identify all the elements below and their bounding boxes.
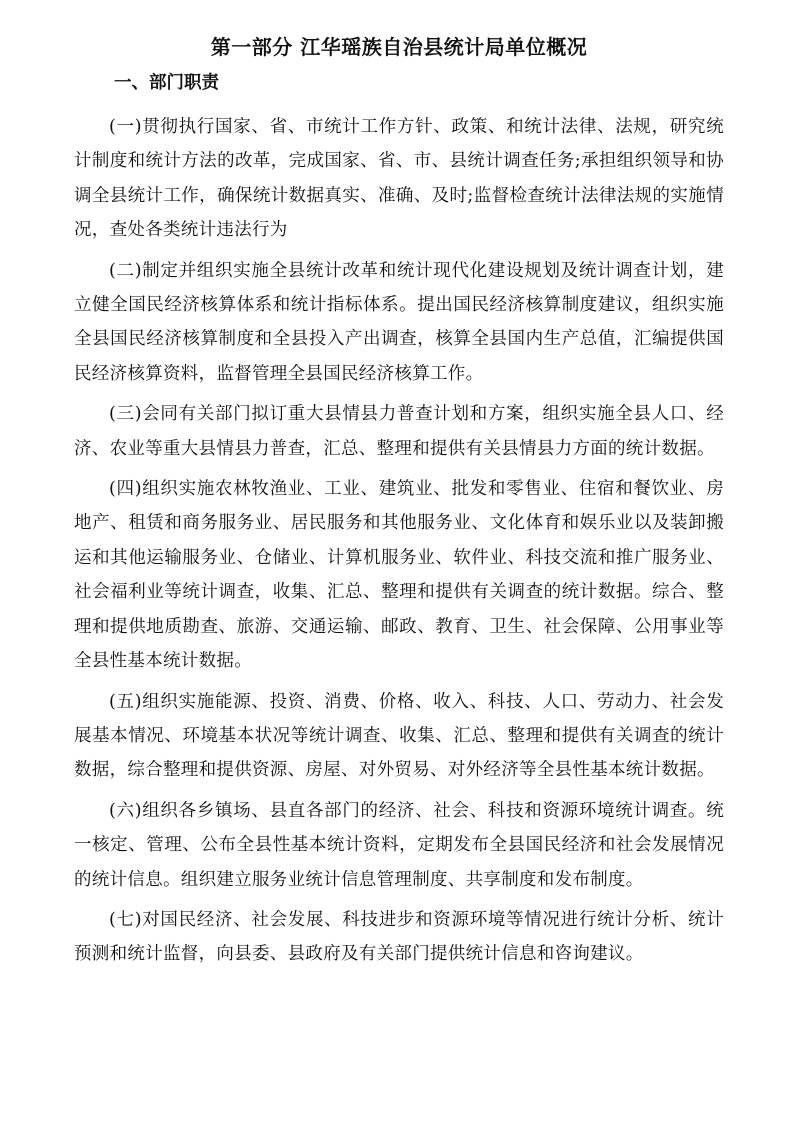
paragraph-duty-6: (六)组织各乡镇场、县直各部门的经济、社会、科技和资源环境统计调查。统一核定、管理、公布全县性基本统计资料，定期发布全县国民经济和社会发展情况的统计信息。组织建立服务业统计信息管理制度、共享制度和发布制度。 xyxy=(74,800,724,890)
document-page xyxy=(74,30,724,978)
paragraph-duty-4: (四)组织实施农林牧渔业、工业、建筑业、批发和零售业、住宿和餐饮业、房地产、租赁和商务服务业、居民服务和其他服务业、文化体育和娱乐业以及装卸搬运和其他运输服务业、仓储业、计算机服务业、软件业、科技交流和推广服务业、社会福利业等统计调查，收集、汇总、整理和提供有关调查的统计数据。综合、整理和提供地质勘查、旅游、交通运输、邮政、教育、卫生、社会保障、公用事业等全县性基本统计数据。 xyxy=(74,479,724,672)
section-heading: 一、部门职责 xyxy=(114,73,219,93)
paragraph-duty-7: (七)对国民经济、社会发展、科技进步和资源环境等情况进行统计分析、统计预测和统计监督，向县委、县政府及有关部门提供统计信息和咨询建议。 xyxy=(74,909,724,965)
page-title: 第一部分 江华瑶族自治县统计局单位概况 xyxy=(210,35,588,59)
paragraph-duty-2: (二)制定并组织实施全县统计改革和统计现代化建设规划及统计调查计划，建立健全国民经济核算体系和统计指标体系。提出国民经济核算制度建议，组织实施全县国民经济核算制度和全县投入产出调查，核算全县国内生产总值，汇编提供国民经济核算资料，监督管理全县国民经济核算工作。 xyxy=(74,260,724,384)
paragraph-duty-5: (五)组织实施能源、投资、消费、价格、收入、科技、人口、劳动力、社会发展基本情况、环境基本状况等统计调查、收集、汇总、整理和提供有关调查的统计数据，综合整理和提供资源、房屋、对外贸易、对外经济等全县性基本统计数据。 xyxy=(74,691,724,781)
paragraph-duty-1: (一)贯彻执行国家、省、市统计工作方针、政策、和统计法律、法规，研究统计制度和统计方法的改革，完成国家、省、市、县统计调查任务;承担组织领导和协调全县统计工作，确保统计数据真实、准确、及时;监督检查统计法律法规的实施情况，查处各类统计违法行为 xyxy=(74,117,724,241)
paragraph-duty-3: (三)会同有关部门拟订重大县情县力普查计划和方案，组织实施全县人口、经济、农业等重大县情县力普查，汇总、整理和提供有关县情县力方面的统计数据。 xyxy=(74,404,724,459)
